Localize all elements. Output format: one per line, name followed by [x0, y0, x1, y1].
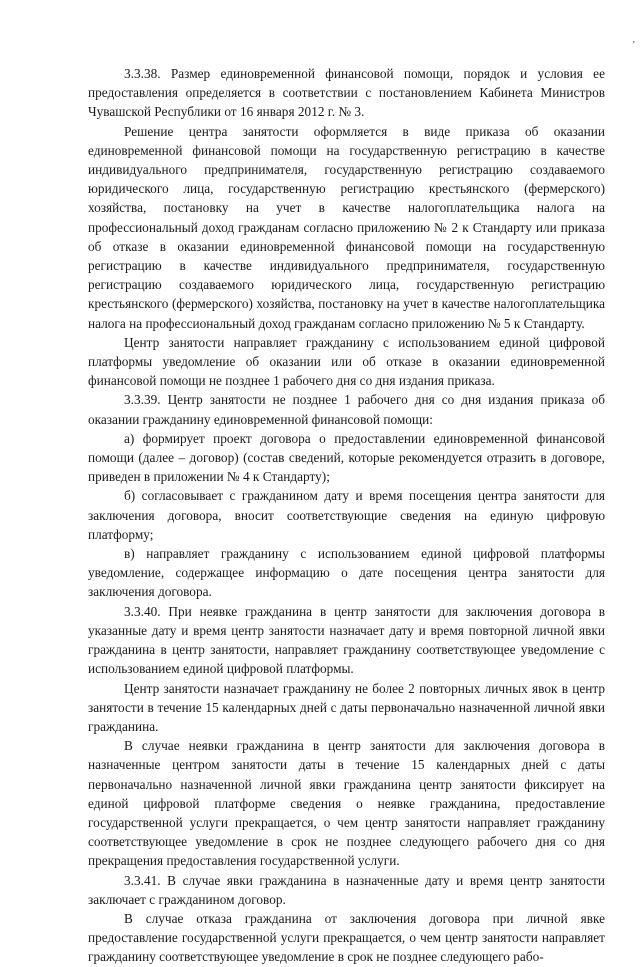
paragraph-refusal: В случае отказа гражданина от заключения договора при личной явке предоставление государственной услуги прекращается, о чем центр занятости направляет гражданину соответствующее уведомление в срок не позднее следующего рабо-: [88, 910, 605, 965]
document-body: [88, 64, 605, 967]
paragraph-decision-order: Решение центра занятости оформляется в виде приказа об оказании единовременной финансовой помощи на государственную регистрацию в качестве индивидуального предпринимателя, государственную регистрацию создаваемого юридического лица, государственную регистрацию крестьянского (фермерского) хозяйства, постановку на учет в качестве налогоплательщика налога на профессиональный доход гражданам согласно приложению № 2 к Стандарту или приказа об отказе в оказании единовременной финансовой помощи на государственную регистрацию в качестве индивидуального предпринимателя, государственную регистрацию создаваемого юридического лица, государственную регистрацию крестьянского (фермерского) хозяйства, постановку на учет в качестве налогоплательщика налога на профессиональный доход гражданам согласно приложению № 5 к Стандарту.: [88, 123, 605, 331]
paragraph-no-show: В случае неявки гражданина в центр занятости для заключения договора в назначенные центром занятости даты в течение 15 календарных дней с даты первоначально назначенной личной явки гражданина центр занятости фиксирует на единой цифровой платформе сведения о неявке гражданина, предоставление государственной услуги прекращается, о чем центр занятости направляет гражданину соответствующее уведомление в срок не позднее следующего рабочего дня со дня прекращения предоставления государственной услуги.: [88, 738, 605, 869]
list-item-b: б) согласовывает с гражданином дату и время посещения центра занятости для заключения договора, вносит соответствующие сведения на единую цифровую платформу;: [88, 488, 605, 542]
paragraph-notification: Центр занятости направляет гражданину с использованием единой цифровой платформы уведомление об оказании или об отказе в оказании единовременной финансовой помощи не позднее 1 рабочего дня со дня издания приказа.: [88, 334, 605, 389]
paragraph-repeat-visits: Центр занятости назначает гражданину не более 2 повторных личных явок в центр занятости в течение 15 календарных дней с даты первоначально назначенной личной явки гражданина.: [88, 680, 605, 734]
list-item-c: в) направляет гражданину с использованием единой цифровой платформы уведомление, содержащее информацию о дате посещения центра занятости для заключения договора.: [88, 546, 605, 600]
paragraph-3-3-39: 3.3.39. Центр занятости не позднее 1 рабочего дня со дня издания приказа об оказании гражданину единовременной финансовой помощи:: [88, 392, 605, 427]
paragraph-3-3-38: 3.3.38. Размер единовременной финансовой помощи, порядок и условия ее предоставления определяется в соответствии с постановлением Кабинета Министров Чувашской Республики от 16 января 2012 г. № 3.: [88, 66, 605, 120]
paragraph-3-3-40: 3.3.40. При неявке гражданина в центр занятости для заключения договора в указанные дату и время центр занятости назначает дату и время повторной личной явки гражданина в центр занятости, направляет гражданину соответствующее уведомление с использованием единой цифровой платформы.: [88, 603, 605, 677]
edge-mark: ,: [632, 34, 635, 45]
list-item-a: а) формирует проект договора о предоставлении единовременной финансовой помощи (далее – договор) (состав сведений, которые рекомендуется отразить в договоре, приведен в приложении № 4 к Стандарту);: [88, 430, 605, 485]
paragraph-3-3-41: 3.3.41. В случае явки гражданина в назначенные дату и время центр занятости заключает с гражданином договор.: [88, 872, 605, 907]
